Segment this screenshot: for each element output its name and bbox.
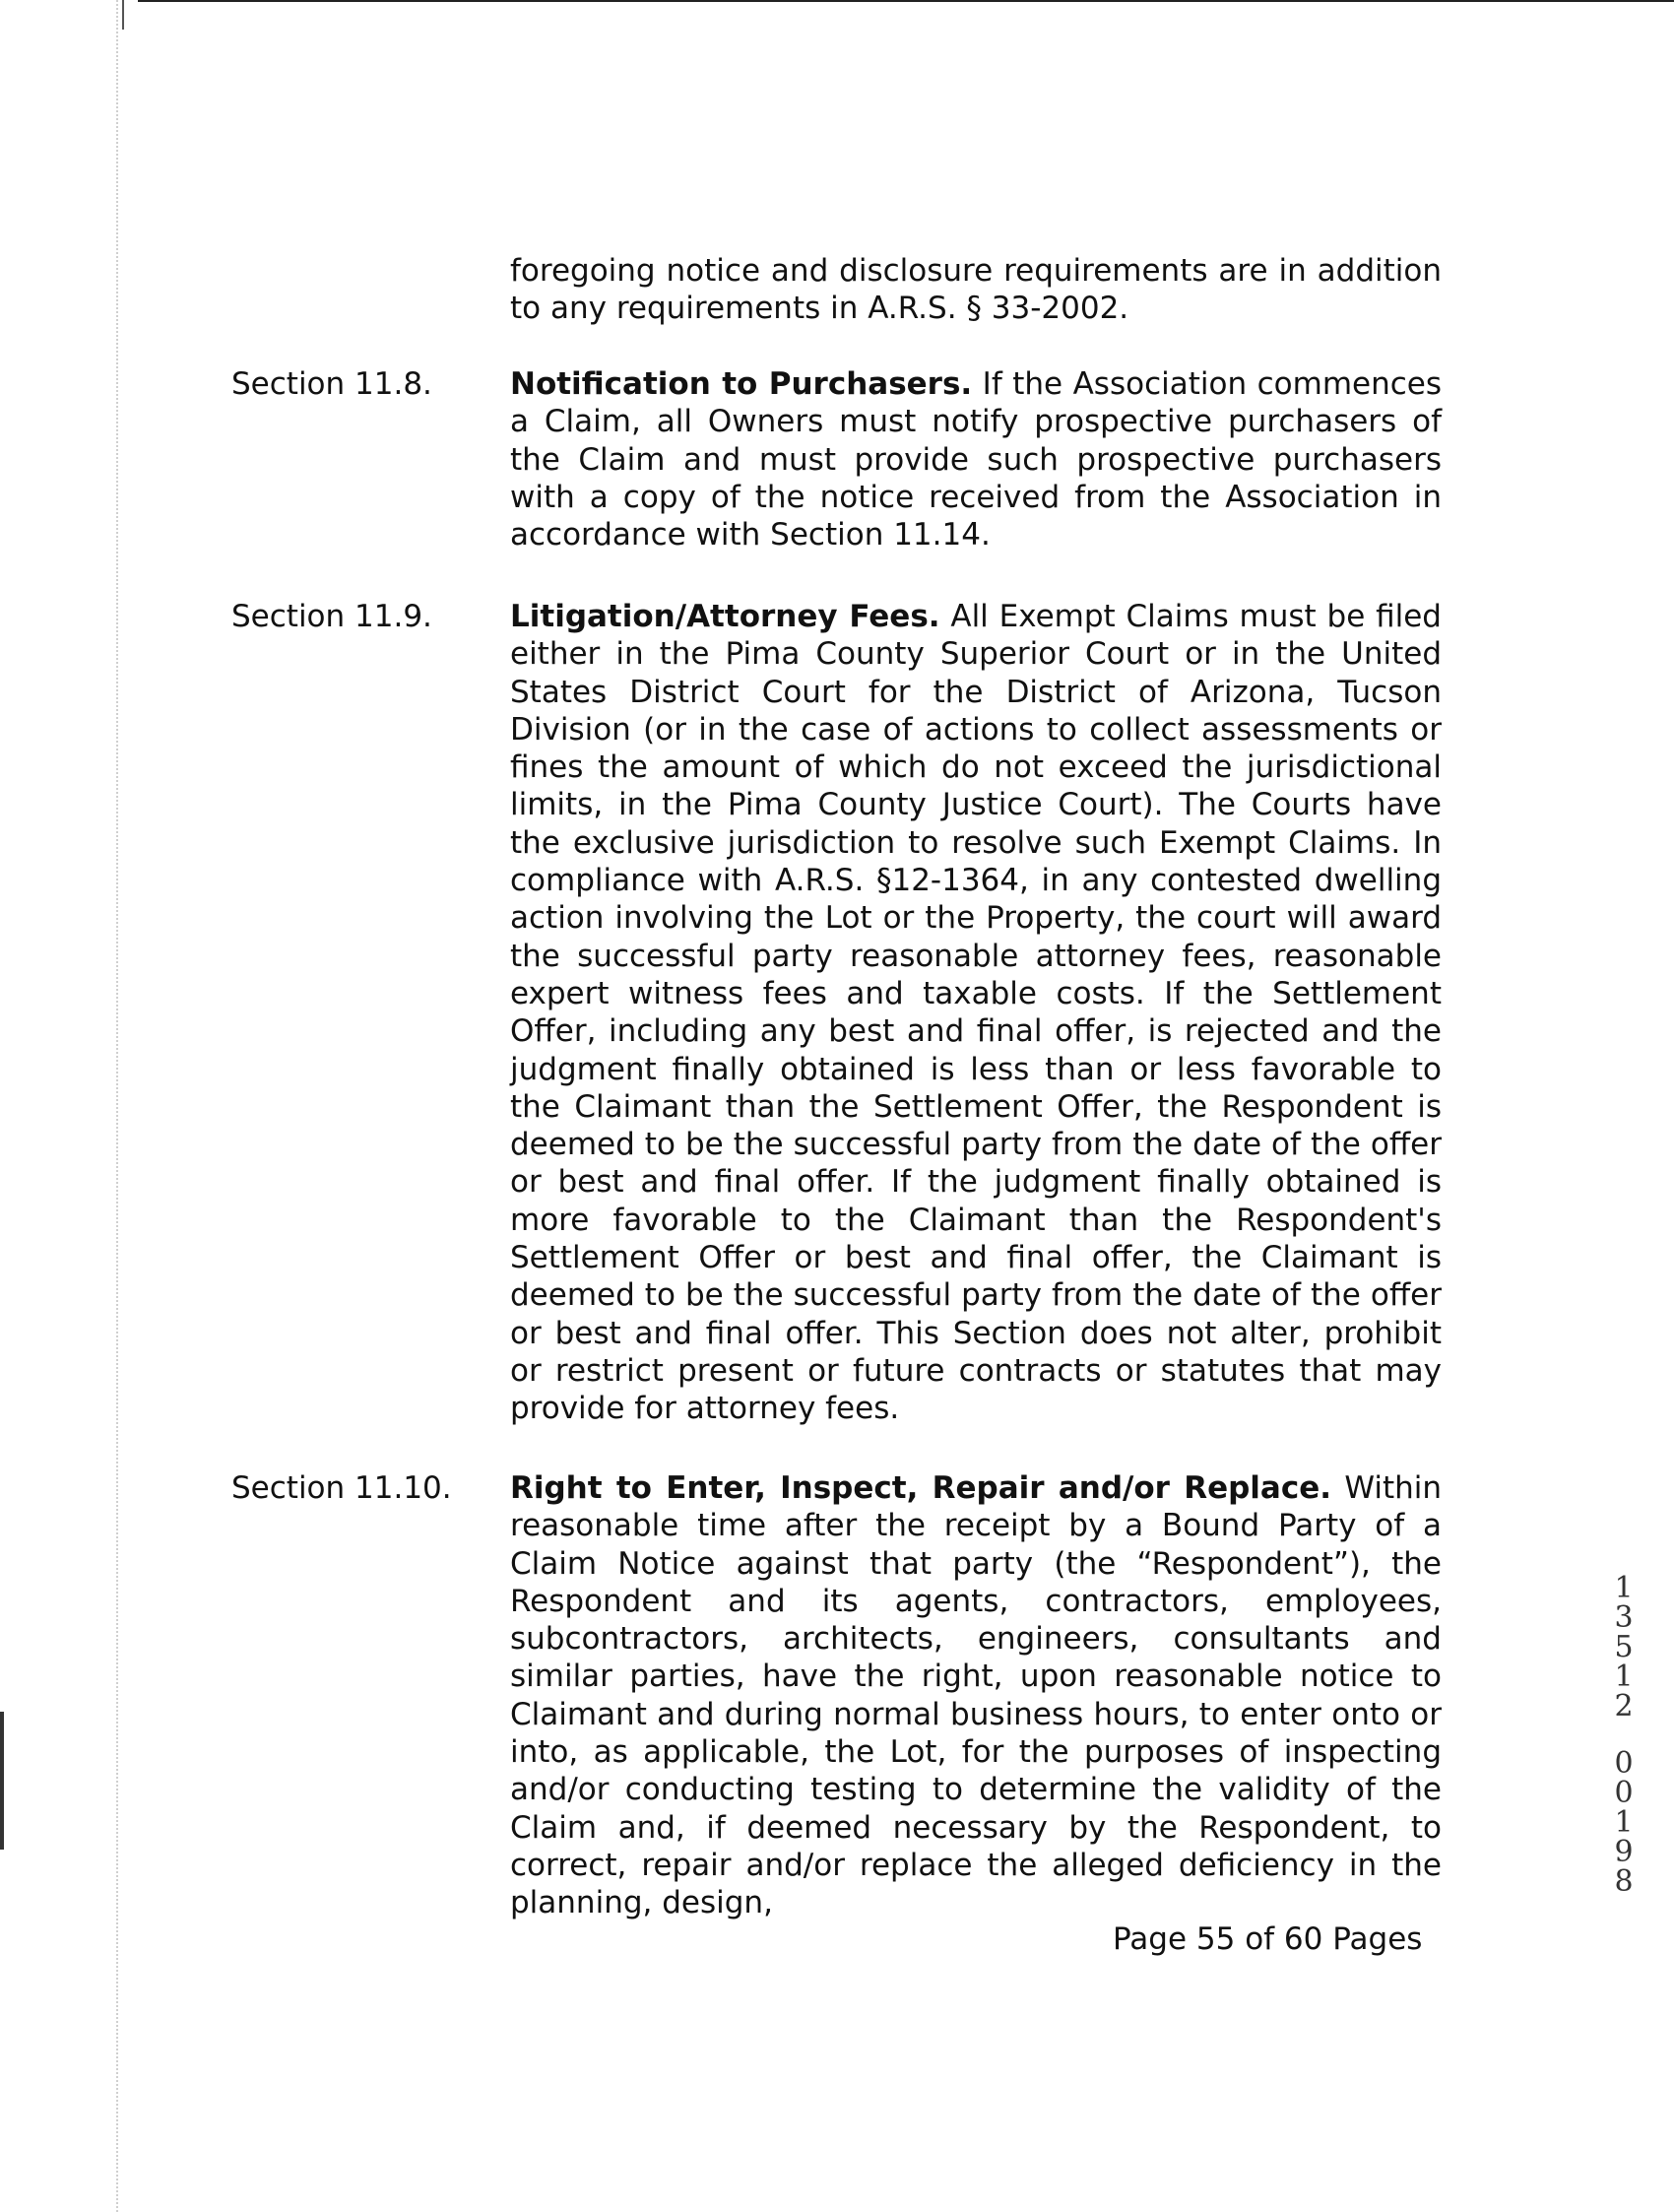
section-text: If the Association commences a Claim, all Owners must notify prospective purchasers of the Claim and must provide such prospective purchasers with a copy of the notice received from the Association in accordance with Section 11.14. [510,366,1442,553]
scan-left-edge [116,0,118,2212]
section-title: Right to Enter, Inspect, Repair and/or Replace. [510,1470,1332,1506]
section-body [510,598,1442,1428]
scan-margin-mark [0,1712,4,1850]
section-label: Section 11.9. [231,599,432,634]
section-body [510,1469,1442,1922]
section-label: Section 11.8. [231,366,432,402]
section-label: Section 11.10. [231,1470,452,1506]
section-text: All Exempt Claims must be filed either in the Pima County Superior Court or in the United States District Court for the District of Arizona, Tucson Division (or in the case of actions to collect assessments or fines the amount of which do not exceed the jurisdictional limits, in the Pima County Justice Court). The Courts have the exclusive jurisdiction to resolve such Exempt Claims. In compliance with A.R.S. §12-1364, in any contested dwelling action involving the Lot or the Property, the court will award the successful party reasonable attorney fees, reasonable expert witness fees and taxable costs. If the Settlement Offer, including any best and final offer, is rejected and the judgment finally obtained is less than or less favorable to the Claimant than the Settlement Offer, the Respondent is deemed to be the successful party from the date of the offer or best and final offer. If the judgment finally obtained is more favorable to the Claimant than the Respondent's Settlement Offer or best and final offer, the Claimant is deemed to be the successful party from the date of the offer or best and final offer. This Section does not alter, prohibit or restrict present or future contracts or statutes that may provide for attorney fees. [510,599,1442,1427]
section-title: Litigation/Attorney Fees. [510,599,940,634]
section-text: Within reasonable time after the receipt by a Bound Party of a Claim Notice against that party (the “Respondent”), the Respondent and its agents, contractors, employees, subcontractors, architects, engineers, consultants and similar parties, have the right, upon reasonable notice to Claimant and during normal business hours, to enter onto or into, as applicable, the Lot, for the purposes of inspecting and/or conducting testing to determine the validity of the Claim and, if deemed necessary by the Respondent, to correct, repair and/or replace the alleged deficiency in the planning, design, [510,1470,1442,1921]
scan-top-border [138,0,1674,2]
page-number: Page 55 of 60 Pages [1113,1921,1423,1957]
section-title: Notification to Purchasers. [510,366,973,402]
scan-tick-mark [122,0,124,30]
intro-paragraph: foregoing notice and disclosure requirements are in addition to any requirements in A.R.S. § 33-2002. [510,253,1442,327]
section-body [510,365,1442,553]
recording-stamp: 1 3 5 1 2 0 0 1 9 8 [1614,1571,1634,1899]
